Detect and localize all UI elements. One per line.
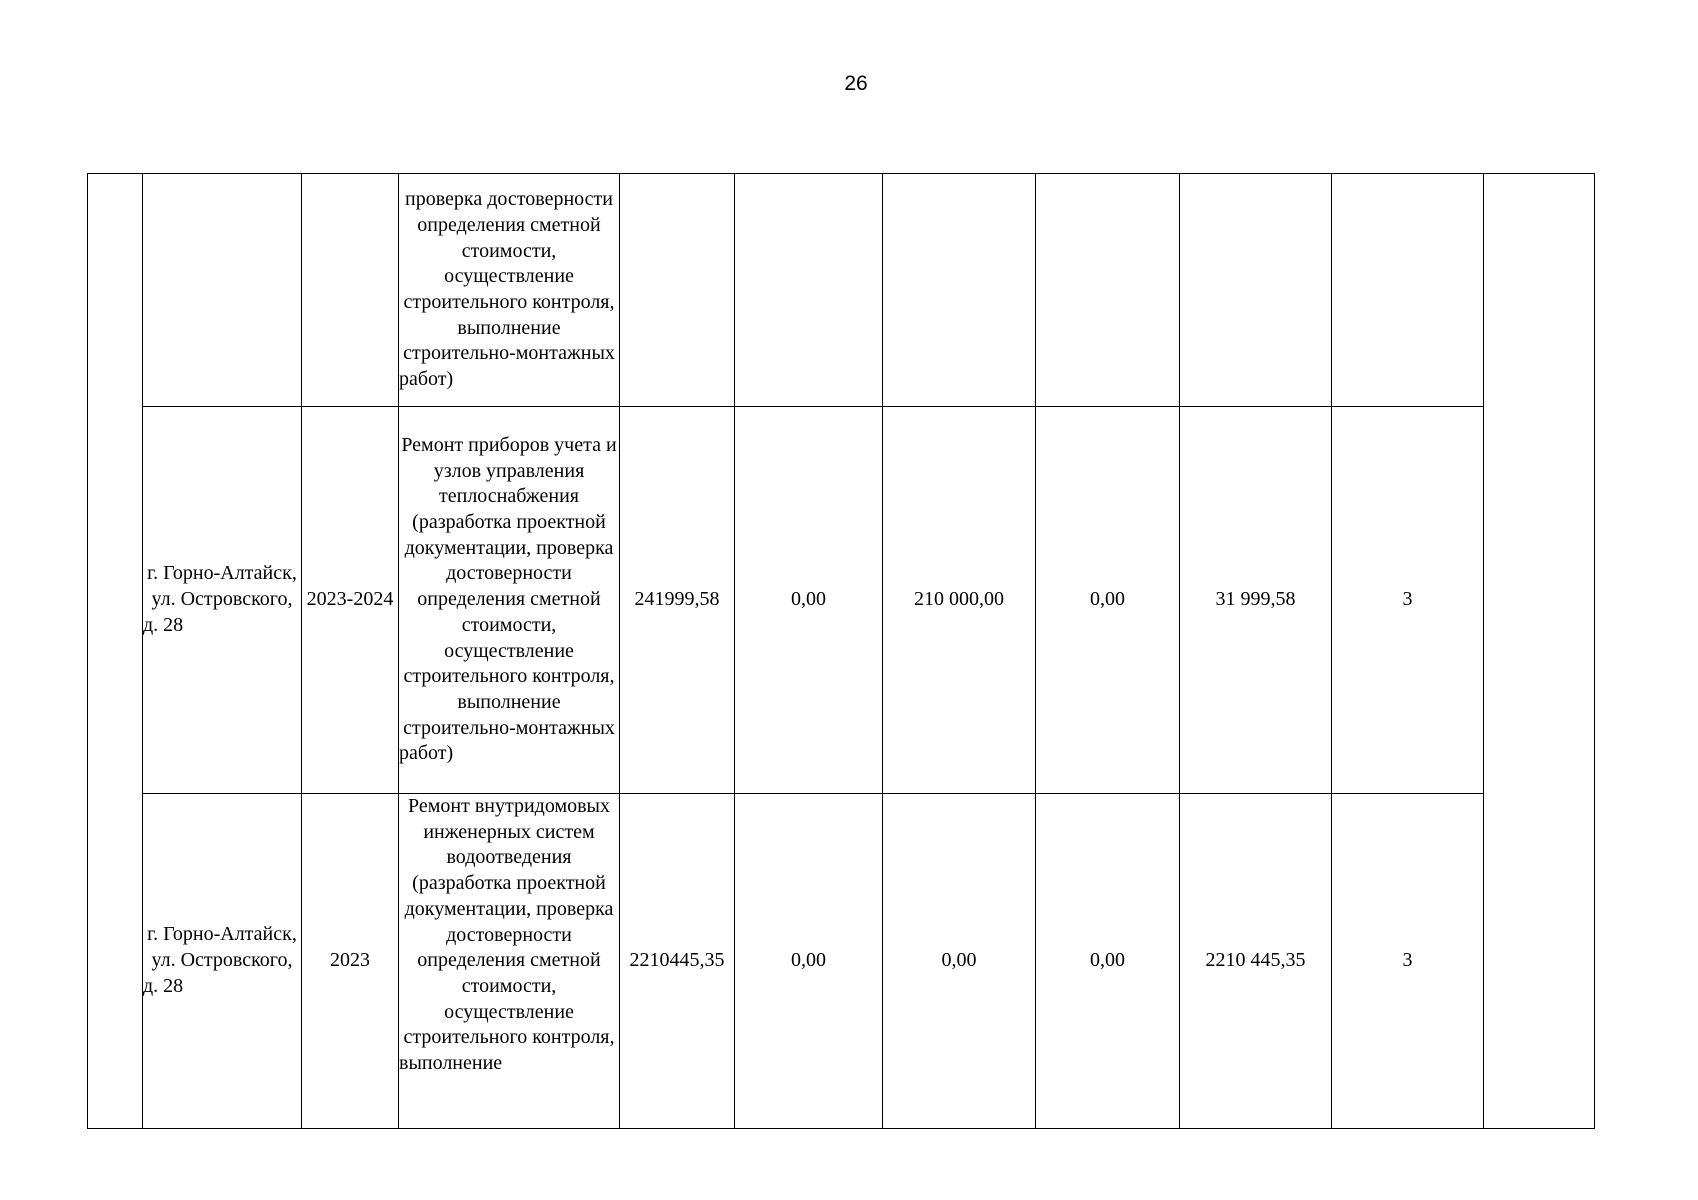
table-row <box>88 174 1595 407</box>
year-cell: 2023 <box>302 794 399 1129</box>
amount-cell-a <box>735 174 883 407</box>
amount-cell-b: 0,00 <box>883 794 1036 1129</box>
year-cell <box>302 174 399 407</box>
description-cell <box>399 407 620 794</box>
address-cell <box>143 174 302 407</box>
description-text: проверка достоверности определения сметной стоимости, осуществление строительного контроля, выполнение строительно-монтажных работ) <box>399 188 615 391</box>
count-cell <box>1332 174 1484 407</box>
count-cell: 3 <box>1332 794 1484 1129</box>
amount-cell-d: 2210 445,35 <box>1180 794 1332 1129</box>
amount-cell-c <box>1036 174 1180 407</box>
total-cell <box>620 174 735 407</box>
description-cell <box>399 174 620 407</box>
amount-cell-a: 0,00 <box>735 407 883 794</box>
total-cell: 2210445,35 <box>620 794 735 1129</box>
budget-table <box>87 173 1595 1129</box>
amount-cell-a: 0,00 <box>735 794 883 1129</box>
description-cell <box>399 794 620 1129</box>
amount-cell-c: 0,00 <box>1036 407 1180 794</box>
table-row <box>88 794 1595 1129</box>
page-number: 26 <box>844 72 868 95</box>
amount-cell-c: 0,00 <box>1036 794 1180 1129</box>
amount-cell-b: 210 000,00 <box>883 407 1036 794</box>
row-number-cell <box>88 174 143 1129</box>
year-cell: 2023-2024 <box>302 407 399 794</box>
description-text: Ремонт приборов учета и узлов управления теплоснабжения (разработка проектной документации, проверка достоверности определения сметной стоимости, осуществление строительного контроля, выполнение строительно-монтажных работ) <box>399 433 617 765</box>
total-cell: 241999,58 <box>620 407 735 794</box>
table-row <box>88 407 1595 794</box>
address-cell: г. Горно-Алтайск, ул. Островского, д. 28 <box>143 794 302 1129</box>
count-cell: 3 <box>1332 407 1484 794</box>
description-text: Ремонт внутридомовых инженерных систем водоотведения (разработка проектной документации, проверка достоверности определения сметной стоимости, осуществление строительного контроля, выполнение <box>399 795 615 1075</box>
amount-cell-b <box>883 174 1036 407</box>
amount-cell-d: 31 999,58 <box>1180 407 1332 794</box>
address-cell: г. Горно-Алтайск, ул. Островского, д. 28 <box>143 407 302 794</box>
amount-cell-d <box>1180 174 1332 407</box>
notes-cell <box>1484 174 1595 1129</box>
